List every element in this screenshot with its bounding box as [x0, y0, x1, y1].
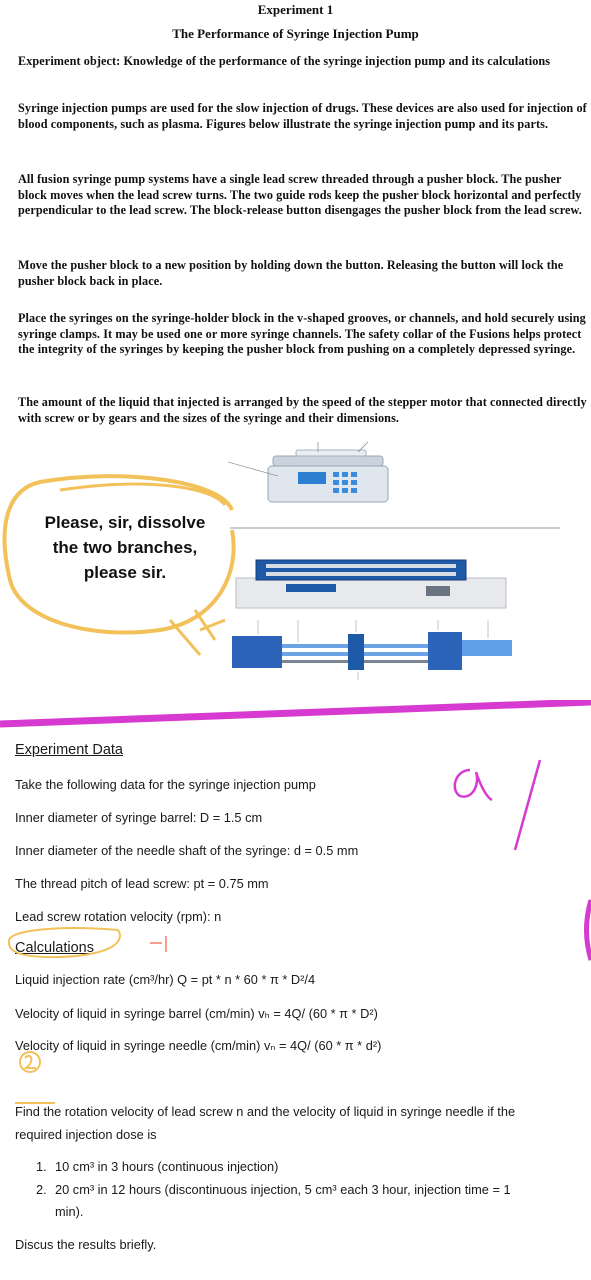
experiment-data-intro: Take the following data for the syringe injection pump [15, 777, 316, 792]
doc-subtitle: The Performance of Syringe Injection Pump [172, 26, 419, 41]
item-2-continued: min). [55, 1204, 84, 1219]
injection-rate-formula: Liquid injection rate (cm³/hr) Q = pt * n * 60 * π * D²/4 [15, 972, 316, 987]
thread-pitch: The thread pitch of lead screw: pt = 0.75 mm [15, 876, 269, 891]
paragraph-pusher-block: Move the pusher block to a new position by holding down the button. Releasing the button will lock the pusher block back in place. [18, 258, 564, 288]
calculations-heading: Calculations [15, 940, 94, 956]
experiment-data-heading: Experiment Data [15, 742, 123, 758]
note-line-1: Please, sir, dissolve [44, 513, 206, 532]
doc-title: Experiment 1 [257, 2, 334, 17]
item-2-text: 20 cm³ in 12 hours (discontinuous injection, 5 cm³ each 3 hour, injection time = 1 [55, 1182, 511, 1197]
item-1-number: 1. [36, 1159, 47, 1174]
needle-velocity-formula: Velocity of liquid in syringe needle (cm/min) vₙ = 4Q/ (60 * π * d²) [15, 1038, 382, 1053]
paragraph-lead-screw: All fusion syringe pump systems have a single lead screw threaded through a pusher block. The pusher block moves when the lead screw turns. The two guide rods keep the pusher block horizontal and perfectly perpendicular to the lead screw. The block-release button disengages the pusher block from the lead screw. [18, 172, 582, 218]
needle-shaft-diameter: Inner diameter of the needle shaft of the syringe: d = 0.5 mm [15, 843, 359, 858]
barrel-velocity-formula: Velocity of liquid in syringe barrel (cm/min) vₕ = 4Q/ (60 * π * D²) [15, 1006, 378, 1021]
syringe-barrel-diameter: Inner diameter of syringe barrel: D = 1.5 cm [15, 810, 263, 825]
note-line-2: the two branches, [52, 538, 198, 557]
item-2-number: 2. [36, 1182, 47, 1197]
item-1-text: 10 cm³ in 3 hours (continuous injection) [55, 1159, 279, 1174]
discuss-line: Discus the results briefly. [15, 1237, 157, 1252]
task-line-1: Find the rotation velocity of lead screw n and the velocity of liquid in syringe needle if the [15, 1104, 516, 1119]
note-line-3: please sir. [83, 563, 167, 582]
paragraph-liquid-amount: The amount of the liquid that injected is arranged by the speed of the stepper motor that connected directly with screw or by gears and the sizes of the syringe and their dimensions. [18, 395, 587, 425]
rotation-velocity: Lead screw rotation velocity (rpm): n [15, 909, 222, 924]
task-line-2: required injection dose is [15, 1127, 157, 1142]
paragraph-syringe-holder: Place the syringes on the syringe-holder block in the v-shaped grooves, or channels, and hold securely using syringe clamps. It may be used one or more syringe channels. The safety collar of the Fusions helps protect the integrity of the syringes by keeping the pusher block from pushing on a completely depressed syringe. [18, 311, 586, 357]
paragraph-objective: Experiment object: Knowledge of the performance of the syringe injection pump and its calculations [18, 54, 551, 68]
paragraph-intro: Syringe injection pumps are used for the slow injection of drugs. These devices are also used for injection of blood components, such as plasma. Figures below illustrate the syringe injection pump and its parts. [18, 101, 587, 131]
